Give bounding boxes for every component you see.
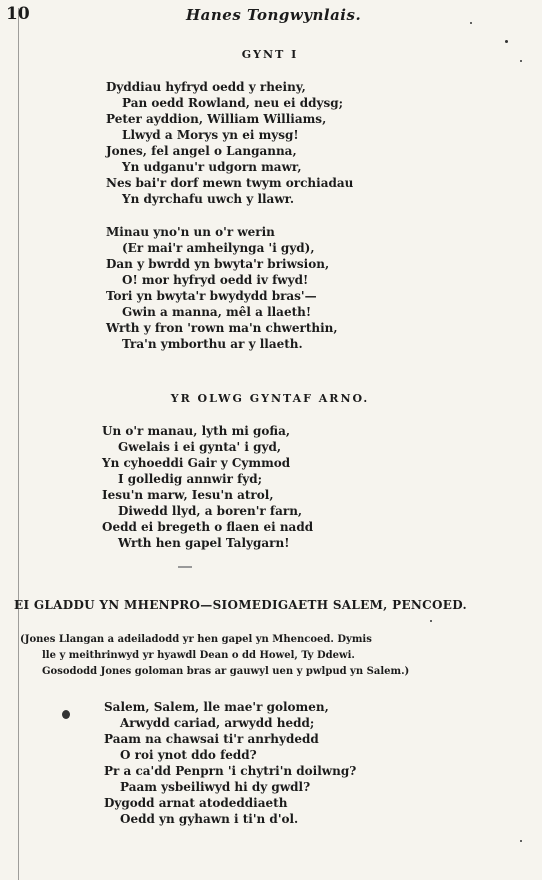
poem-line: Oedd ei bregeth o flaen ei nadd <box>102 520 314 534</box>
ink-speck <box>520 840 522 842</box>
poem-line: O roi ynot ddo fedd? <box>120 748 257 762</box>
ink-speck <box>430 620 432 622</box>
poem-line: O! mor hyfryd oedd iv fwyd! <box>122 273 309 287</box>
poem-line: Salem, Salem, lle mae'r golomen, <box>104 700 329 714</box>
poem-line: Peter ayddion, William Williams, <box>106 112 327 126</box>
poem-line: Iesu'n marw, Iesu'n atrol, <box>102 488 274 502</box>
poem-line: Tra'n ymborthu ar y llaeth. <box>122 337 303 351</box>
note-line: Gosododd Jones goloman bras ar gauwyl uen y pwlpud yn Salem.) <box>42 666 410 677</box>
poem-line: Llwyd a Morys yn ei mysg! <box>122 128 299 142</box>
running-title: Hanes Tongwynlais. <box>186 6 362 24</box>
poem-line: Pr a ca'dd Penprn 'i chytri'n doilwng? <box>104 764 357 778</box>
poem-line: Oedd yn gyhawn i ti'n d'ol. <box>120 812 299 826</box>
poem-line: Gwin a manna, mêl a llaeth! <box>122 305 312 319</box>
ink-speck <box>470 22 472 24</box>
poem-line: Diwedd llyd, a boren'r farn, <box>118 504 303 518</box>
poem-line: Jones, fel angel o Langanna, <box>106 144 297 158</box>
poem-line: I golledig annwir fyd; <box>118 472 263 486</box>
section-separator <box>178 566 192 568</box>
poem-line: Minau yno'n un o'r werin <box>106 225 275 239</box>
left-margin-rule <box>18 8 19 880</box>
poem-line: Nes bai'r dorf mewn twym orchiadau <box>106 176 354 190</box>
poem-line: (Er mai'r amheilynga 'i gyd), <box>122 241 315 255</box>
poem-line: Dygodd arnat atodeddiaeth <box>104 796 288 810</box>
note-line: (Jones Llangan a adeiladodd yr hen gapel yn Mhencoed. Dymis <box>20 634 372 645</box>
poem-line: Gwelais i ei gynta' i gyd, <box>118 440 282 454</box>
ink-blot <box>62 710 70 719</box>
poem-line: Paam na chawsai ti'r anrhydedd <box>104 732 319 746</box>
section-heading-claddu: EI GLADDU YN MHENPRO—SIOMEDIGAETH SALEM, PENCOED. <box>14 598 467 612</box>
poem-line: Arwydd cariad, arwydd hedd; <box>120 716 315 730</box>
poem-line: Dan y bwrdd yn bwyta'r briwsion, <box>106 257 330 271</box>
poem-line: Un o'r manau, lyth mi gofia, <box>102 424 291 438</box>
section-heading-olwg-gyntaf: YR OLWG GYNTAF ARNO. <box>170 392 370 405</box>
poem-line: Wrth hen gapel Talygarn! <box>118 536 290 550</box>
ink-speck <box>505 40 508 43</box>
poem-line: Yn cyhoeddi Gair y Cymmod <box>102 456 291 470</box>
poem-line: Pan oedd Rowland, neu ei ddysg; <box>122 96 344 110</box>
page-number: 10 <box>6 4 30 24</box>
poem-line: Tori yn bwyta'r bwydydd bras'— <box>106 289 317 303</box>
poem-line: Yn dyrchafu uwch y llawr. <box>122 192 295 206</box>
poem-line: Yn udganu'r udgorn mawr, <box>122 160 302 174</box>
poem-line: Paam ysbeiliwyd hi dy gwdl? <box>120 780 311 794</box>
note-line: lle y meithrinwyd yr hyawdl Dean o dd Howel, Ty Ddewi. <box>42 650 355 661</box>
poem-line: Dyddiau hyfryd oedd y rheiny, <box>106 80 306 94</box>
ink-speck <box>520 60 522 62</box>
poem-line: Wrth y fron 'rown ma'n chwerthin, <box>106 321 338 335</box>
section-heading-gynt: GYNT I <box>241 48 299 61</box>
